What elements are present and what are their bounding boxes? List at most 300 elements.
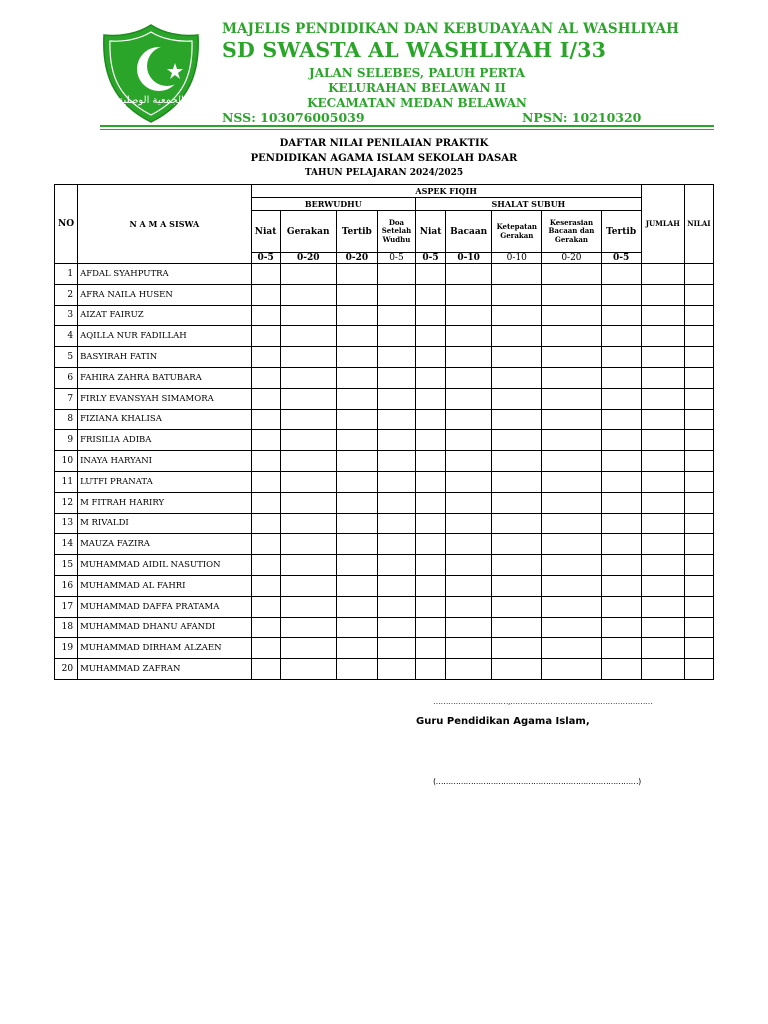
- score-cell[interactable]: [251, 409, 280, 430]
- score-cell[interactable]: [280, 284, 336, 305]
- score-cell[interactable]: [251, 471, 280, 492]
- table-row: [55, 492, 714, 513]
- score-cell[interactable]: [492, 513, 542, 534]
- score-cell[interactable]: [336, 659, 377, 680]
- table-row: [55, 617, 714, 638]
- range-cell: 0-5: [416, 253, 446, 264]
- student-name: M FITRAH HARIRY: [78, 492, 252, 513]
- student-number: 17: [55, 596, 78, 617]
- score-cell[interactable]: [684, 367, 713, 388]
- range-cell: 0-10: [446, 253, 492, 264]
- score-cell[interactable]: [280, 555, 336, 576]
- score-cell[interactable]: [446, 305, 492, 326]
- table-row: [55, 264, 714, 285]
- score-cell[interactable]: [377, 617, 415, 638]
- table-row: [55, 513, 714, 534]
- student-number: 10: [55, 451, 78, 472]
- score-cell[interactable]: [641, 638, 684, 659]
- score-cell[interactable]: [684, 513, 713, 534]
- score-cell[interactable]: [251, 347, 280, 368]
- score-cell[interactable]: [416, 264, 446, 285]
- score-cell[interactable]: [684, 409, 713, 430]
- score-cell[interactable]: [446, 513, 492, 534]
- score-cell[interactable]: [416, 388, 446, 409]
- score-cell[interactable]: [684, 451, 713, 472]
- score-cell[interactable]: [416, 284, 446, 305]
- student-name: MUHAMMAD AL FAHRI: [78, 575, 252, 596]
- score-cell[interactable]: [542, 284, 601, 305]
- score-cell[interactable]: [280, 264, 336, 285]
- score-cell[interactable]: [542, 305, 601, 326]
- table-row: [55, 347, 714, 368]
- score-cell[interactable]: [416, 638, 446, 659]
- score-cell[interactable]: [336, 430, 377, 451]
- score-cell[interactable]: [336, 347, 377, 368]
- score-cell[interactable]: [446, 659, 492, 680]
- student-name: AQILLA NUR FADILLAH: [78, 326, 252, 347]
- table-row: [55, 388, 714, 409]
- score-cell[interactable]: [251, 492, 280, 513]
- student-number: 8: [55, 409, 78, 430]
- score-cell[interactable]: [542, 430, 601, 451]
- score-cell[interactable]: [280, 305, 336, 326]
- score-cell[interactable]: [416, 659, 446, 680]
- range-cell: 0-20: [280, 253, 336, 264]
- score-cell[interactable]: [280, 513, 336, 534]
- score-cell[interactable]: [492, 596, 542, 617]
- score-cell[interactable]: [377, 305, 415, 326]
- score-cell[interactable]: [542, 409, 601, 430]
- score-cell[interactable]: [684, 555, 713, 576]
- score-cell[interactable]: [416, 451, 446, 472]
- score-cell[interactable]: [446, 451, 492, 472]
- score-cell[interactable]: [280, 617, 336, 638]
- score-cell[interactable]: [377, 367, 415, 388]
- score-cell[interactable]: [601, 326, 641, 347]
- score-cell[interactable]: [377, 430, 415, 451]
- score-cell[interactable]: [336, 617, 377, 638]
- score-cell[interactable]: [377, 596, 415, 617]
- score-cell[interactable]: [446, 471, 492, 492]
- score-cell[interactable]: [336, 367, 377, 388]
- score-cell[interactable]: [416, 367, 446, 388]
- student-name: FIZIANA KHALISA: [78, 409, 252, 430]
- score-cell[interactable]: [446, 492, 492, 513]
- score-cell[interactable]: [492, 284, 542, 305]
- score-cell[interactable]: [446, 575, 492, 596]
- score-cell[interactable]: [251, 430, 280, 451]
- shalat-subuh-header: SHALAT SUBUH: [416, 198, 642, 211]
- score-cell[interactable]: [641, 555, 684, 576]
- score-cell[interactable]: [377, 513, 415, 534]
- student-number: 9: [55, 430, 78, 451]
- score-cell[interactable]: [280, 638, 336, 659]
- score-cell[interactable]: [641, 264, 684, 285]
- npsn-number: NPSN: 10210320: [522, 110, 642, 125]
- score-cell[interactable]: [280, 326, 336, 347]
- col-bacaan: Bacaan: [446, 211, 492, 253]
- score-cell[interactable]: [601, 471, 641, 492]
- score-cell[interactable]: [336, 409, 377, 430]
- score-cell[interactable]: [492, 264, 542, 285]
- score-cell[interactable]: [492, 638, 542, 659]
- student-name: FIRLY EVANSYAH SIMAMORA: [78, 388, 252, 409]
- score-cell[interactable]: [684, 534, 713, 555]
- score-cell[interactable]: [336, 555, 377, 576]
- score-cell[interactable]: [446, 596, 492, 617]
- score-cell[interactable]: [641, 659, 684, 680]
- student-number: 11: [55, 471, 78, 492]
- score-cell[interactable]: [280, 347, 336, 368]
- col-ketepatan-gerakan: Ketepatan Gerakan: [492, 211, 542, 253]
- score-cell[interactable]: [542, 326, 601, 347]
- score-cell[interactable]: [416, 617, 446, 638]
- score-cell[interactable]: [416, 596, 446, 617]
- score-cell[interactable]: [336, 326, 377, 347]
- no-header: NO: [55, 185, 78, 264]
- score-cell[interactable]: [446, 555, 492, 576]
- score-cell[interactable]: [601, 575, 641, 596]
- score-cell[interactable]: [377, 555, 415, 576]
- student-name: MUHAMMAD AIDIL NASUTION: [78, 555, 252, 576]
- score-cell[interactable]: [280, 596, 336, 617]
- score-cell[interactable]: [542, 347, 601, 368]
- score-cell[interactable]: [641, 367, 684, 388]
- score-cell[interactable]: [684, 388, 713, 409]
- score-cell[interactable]: [416, 347, 446, 368]
- document-title: DAFTAR NILAI PENILAIAN PRAKTIK: [279, 138, 489, 149]
- score-cell[interactable]: [601, 388, 641, 409]
- school-year: TAHUN PELAJARAN 2024/2025: [304, 168, 464, 178]
- score-cell[interactable]: [336, 388, 377, 409]
- score-cell[interactable]: [251, 638, 280, 659]
- score-cell[interactable]: [641, 596, 684, 617]
- col-keserasian: Keserasian Bacaan dan Gerakan: [542, 211, 601, 253]
- score-cell[interactable]: [336, 596, 377, 617]
- score-cell[interactable]: [641, 513, 684, 534]
- student-number: 20: [55, 659, 78, 680]
- score-cell[interactable]: [684, 326, 713, 347]
- score-cell[interactable]: [492, 555, 542, 576]
- student-name: LUTFI PRANATA: [78, 471, 252, 492]
- nss-number: NSS: 103076005039: [222, 110, 365, 125]
- score-cell[interactable]: [280, 659, 336, 680]
- score-cell[interactable]: [280, 534, 336, 555]
- score-cell[interactable]: [336, 284, 377, 305]
- score-cell[interactable]: [641, 575, 684, 596]
- score-cell[interactable]: [641, 388, 684, 409]
- score-cell[interactable]: [542, 264, 601, 285]
- range-cell: 0-20: [542, 253, 601, 264]
- score-cell[interactable]: [641, 492, 684, 513]
- score-cell[interactable]: [416, 492, 446, 513]
- score-cell[interactable]: [601, 659, 641, 680]
- student-name: AIZAT FAIRUZ: [78, 305, 252, 326]
- score-cell[interactable]: [251, 451, 280, 472]
- score-cell[interactable]: [684, 264, 713, 285]
- score-cell[interactable]: [601, 264, 641, 285]
- score-cell[interactable]: [280, 388, 336, 409]
- score-cell[interactable]: [601, 555, 641, 576]
- score-cell[interactable]: [542, 555, 601, 576]
- score-cell[interactable]: [601, 451, 641, 472]
- score-cell[interactable]: [377, 492, 415, 513]
- score-cell[interactable]: [377, 409, 415, 430]
- score-cell[interactable]: [280, 409, 336, 430]
- score-cell[interactable]: [601, 513, 641, 534]
- score-cell[interactable]: [542, 513, 601, 534]
- table-row: [55, 451, 714, 472]
- score-cell[interactable]: [446, 638, 492, 659]
- score-cell[interactable]: [336, 305, 377, 326]
- table-row: [55, 638, 714, 659]
- document-subtitle: PENDIDIKAN AGAMA ISLAM SEKOLAH DASAR: [250, 153, 518, 164]
- logo-arabic-script: الجمعية الوصلية: [118, 95, 184, 106]
- score-cell[interactable]: [641, 430, 684, 451]
- score-cell[interactable]: [601, 492, 641, 513]
- score-cell[interactable]: [251, 596, 280, 617]
- score-cell[interactable]: [251, 388, 280, 409]
- score-cell[interactable]: [684, 596, 713, 617]
- score-cell[interactable]: [251, 264, 280, 285]
- student-name: MUHAMMAD DIRHAM ALZAEN: [78, 638, 252, 659]
- score-cell[interactable]: [446, 617, 492, 638]
- student-number: 7: [55, 388, 78, 409]
- score-cell[interactable]: [280, 575, 336, 596]
- score-cell[interactable]: [251, 659, 280, 680]
- score-cell[interactable]: [251, 326, 280, 347]
- student-name: AFDAL SYAHPUTRA: [78, 264, 252, 285]
- student-number: 5: [55, 347, 78, 368]
- signature-name-line: (………………………………………………………………………): [433, 777, 641, 786]
- table-row: [55, 284, 714, 305]
- score-cell[interactable]: [336, 513, 377, 534]
- score-cell[interactable]: [542, 534, 601, 555]
- score-cell[interactable]: [336, 471, 377, 492]
- score-cell[interactable]: [251, 305, 280, 326]
- score-cell[interactable]: [280, 471, 336, 492]
- score-cell[interactable]: [601, 284, 641, 305]
- student-name: MUHAMMAD DHANU AFANDI: [78, 617, 252, 638]
- score-cell[interactable]: [492, 534, 542, 555]
- score-cell[interactable]: [416, 430, 446, 451]
- score-cell[interactable]: [542, 575, 601, 596]
- score-cell[interactable]: [336, 492, 377, 513]
- score-cell[interactable]: [684, 471, 713, 492]
- score-cell[interactable]: [336, 575, 377, 596]
- score-cell[interactable]: [377, 388, 415, 409]
- score-cell[interactable]: [377, 451, 415, 472]
- score-cell[interactable]: [251, 534, 280, 555]
- score-cell[interactable]: [492, 388, 542, 409]
- table-row: [55, 534, 714, 555]
- score-cell[interactable]: [377, 659, 415, 680]
- score-cell[interactable]: [542, 659, 601, 680]
- score-cell[interactable]: [446, 284, 492, 305]
- score-cell[interactable]: [416, 534, 446, 555]
- score-cell[interactable]: [446, 326, 492, 347]
- score-cell[interactable]: [492, 659, 542, 680]
- score-cell[interactable]: [542, 451, 601, 472]
- score-cell[interactable]: [377, 326, 415, 347]
- col-tertib: Tertib: [336, 211, 377, 253]
- school-kelurahan: KELURAHAN BELAWAN II: [328, 81, 506, 95]
- score-cell[interactable]: [492, 471, 542, 492]
- score-cell[interactable]: [251, 555, 280, 576]
- score-cell[interactable]: [492, 305, 542, 326]
- score-cell[interactable]: [492, 575, 542, 596]
- student-number: 4: [55, 326, 78, 347]
- student-name: AFRA NAILA HUSEN: [78, 284, 252, 305]
- student-number: 3: [55, 305, 78, 326]
- score-cell[interactable]: [684, 638, 713, 659]
- student-number: 18: [55, 617, 78, 638]
- score-cell[interactable]: [542, 617, 601, 638]
- score-cell[interactable]: [542, 388, 601, 409]
- score-cell[interactable]: [446, 264, 492, 285]
- school-kecamatan: KECAMATAN MEDAN BELAWAN: [307, 96, 527, 110]
- aspect-header: ASPEK FIQIH: [251, 185, 641, 198]
- score-cell[interactable]: [251, 284, 280, 305]
- name-header: N A M A SISWA: [78, 185, 252, 264]
- score-cell[interactable]: [377, 284, 415, 305]
- score-cell[interactable]: [377, 534, 415, 555]
- score-cell[interactable]: [641, 305, 684, 326]
- score-cell[interactable]: [601, 305, 641, 326]
- student-name: MAUZA FAZIRA: [78, 534, 252, 555]
- score-cell[interactable]: [416, 326, 446, 347]
- score-cell[interactable]: [251, 617, 280, 638]
- score-cell[interactable]: [641, 284, 684, 305]
- score-cell[interactable]: [641, 409, 684, 430]
- score-cell[interactable]: [684, 430, 713, 451]
- score-cell[interactable]: [641, 471, 684, 492]
- table-row: [55, 367, 714, 388]
- score-cell[interactable]: [280, 451, 336, 472]
- score-cell[interactable]: [492, 492, 542, 513]
- score-cell[interactable]: [492, 617, 542, 638]
- score-cell[interactable]: [684, 617, 713, 638]
- score-cell[interactable]: [280, 430, 336, 451]
- score-cell[interactable]: [492, 451, 542, 472]
- score-cell[interactable]: [416, 471, 446, 492]
- score-cell[interactable]: [601, 347, 641, 368]
- score-cell[interactable]: [601, 367, 641, 388]
- table-row: [55, 659, 714, 680]
- score-cell[interactable]: [542, 596, 601, 617]
- student-number: 12: [55, 492, 78, 513]
- score-cell[interactable]: [684, 284, 713, 305]
- score-cell[interactable]: [601, 430, 641, 451]
- score-cell[interactable]: [641, 347, 684, 368]
- school-name: SD SWASTA AL WASHLIYAH I/33: [222, 38, 607, 62]
- table-row: [55, 305, 714, 326]
- score-cell[interactable]: [251, 513, 280, 534]
- range-cell: 0-20: [336, 253, 377, 264]
- score-cell[interactable]: [684, 305, 713, 326]
- score-cell[interactable]: [446, 409, 492, 430]
- score-cell[interactable]: [446, 367, 492, 388]
- score-cell[interactable]: [601, 596, 641, 617]
- score-cell[interactable]: [542, 638, 601, 659]
- score-cell[interactable]: [492, 367, 542, 388]
- score-cell[interactable]: [492, 409, 542, 430]
- score-cell[interactable]: [601, 617, 641, 638]
- table-row: [55, 471, 714, 492]
- score-cell[interactable]: [542, 367, 601, 388]
- student-number: 14: [55, 534, 78, 555]
- jumlah-header: JUMLAH: [641, 185, 684, 264]
- score-cell[interactable]: [446, 534, 492, 555]
- score-cell[interactable]: [336, 451, 377, 472]
- score-cell[interactable]: [377, 347, 415, 368]
- score-cell[interactable]: [416, 575, 446, 596]
- score-cell[interactable]: [492, 347, 542, 368]
- score-cell[interactable]: [684, 492, 713, 513]
- score-cell[interactable]: [542, 471, 601, 492]
- organization-name: MAJELIS PENDIDIKAN DAN KEBUDAYAAN AL WASHLIYAH: [222, 21, 679, 37]
- score-cell[interactable]: [684, 575, 713, 596]
- score-cell[interactable]: [601, 409, 641, 430]
- table-row: [55, 326, 714, 347]
- score-cell[interactable]: [336, 534, 377, 555]
- student-name: INAYA HARYANI: [78, 451, 252, 472]
- student-name: FAHIRA ZAHRA BATUBARA: [78, 367, 252, 388]
- score-cell[interactable]: [377, 638, 415, 659]
- score-cell[interactable]: [641, 617, 684, 638]
- score-cell[interactable]: [641, 451, 684, 472]
- table-row: [55, 555, 714, 576]
- score-cell[interactable]: [280, 492, 336, 513]
- score-cell[interactable]: [542, 492, 601, 513]
- score-cell[interactable]: [377, 264, 415, 285]
- score-cell[interactable]: [416, 305, 446, 326]
- score-cell[interactable]: [641, 534, 684, 555]
- col-gerakan: Gerakan: [280, 211, 336, 253]
- score-cell[interactable]: [416, 555, 446, 576]
- score-cell[interactable]: [416, 409, 446, 430]
- score-cell[interactable]: [492, 326, 542, 347]
- score-cell[interactable]: [446, 347, 492, 368]
- score-cell[interactable]: [684, 347, 713, 368]
- score-cell[interactable]: [336, 264, 377, 285]
- table-row: [55, 409, 714, 430]
- score-cell[interactable]: [601, 534, 641, 555]
- student-name: MUHAMMAD ZAFRAN: [78, 659, 252, 680]
- table-row: [55, 575, 714, 596]
- score-cell[interactable]: [684, 659, 713, 680]
- score-cell[interactable]: [251, 367, 280, 388]
- col-tertib-shalat: Tertib: [601, 211, 641, 253]
- score-cell[interactable]: [641, 326, 684, 347]
- school-address: JALAN SELEBES, PALUH PERTA: [309, 66, 525, 80]
- score-cell[interactable]: [446, 430, 492, 451]
- header-divider-thick: [100, 125, 714, 127]
- score-cell[interactable]: [280, 367, 336, 388]
- score-cell[interactable]: [416, 513, 446, 534]
- score-cell[interactable]: [446, 388, 492, 409]
- score-cell[interactable]: [601, 638, 641, 659]
- score-cell[interactable]: [251, 575, 280, 596]
- score-cell[interactable]: [377, 471, 415, 492]
- berwudhu-header: BERWUDHU: [251, 198, 415, 211]
- header-divider-thin: [100, 129, 714, 130]
- score-cell[interactable]: [336, 638, 377, 659]
- student-name: BASYIRAH FATIN: [78, 347, 252, 368]
- score-cell[interactable]: [492, 430, 542, 451]
- score-cell[interactable]: [377, 575, 415, 596]
- signature-role: Guru Pendidikan Agama Islam,: [416, 716, 590, 727]
